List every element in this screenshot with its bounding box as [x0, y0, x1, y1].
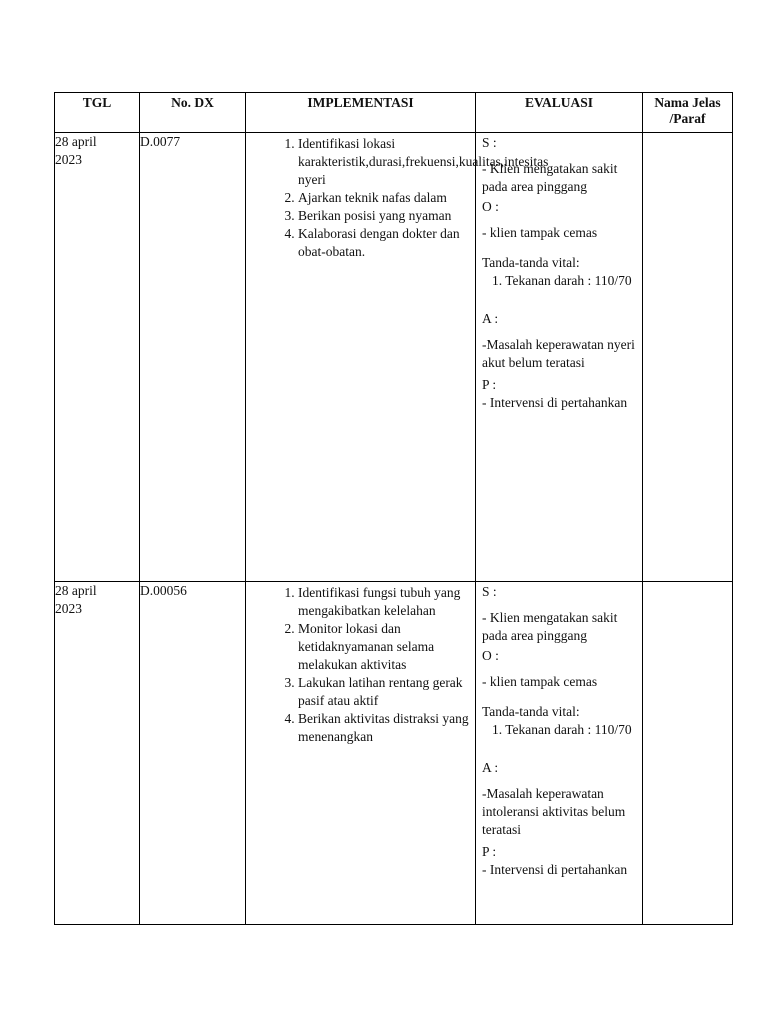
- eval-p-label: P :: [482, 377, 497, 392]
- eval-s-text: - Klien mengatakan sakit pada area pinggang: [482, 161, 618, 194]
- eval-a-label: A :: [482, 311, 499, 326]
- date-cell: [55, 133, 140, 582]
- header-no-dx: No. DX: [140, 93, 246, 133]
- header-tgl: TGL: [55, 93, 140, 133]
- eval-s-text: - Klien mengatakan sakit pada area pinggang: [482, 610, 618, 643]
- implementasi-item: 2. Monitor lokasi dan ketidaknyamanan selama melakukan aktivitas: [298, 620, 469, 674]
- implementasi-item: 1. Identifikasi fungsi tubuh yang mengakibatkan kelelahan: [298, 584, 469, 620]
- nursing-implementation-table: [54, 92, 733, 925]
- header-nama-line1: Nama Jelas: [654, 95, 721, 110]
- eval-o-label: O :: [482, 648, 499, 663]
- date-line1: 28 april: [55, 583, 97, 598]
- eval-a-text: -Masalah keperawatan intoleransi aktivitas belum teratasi: [482, 786, 626, 837]
- eval-p-text: - Intervensi di pertahankan: [482, 862, 628, 877]
- eval-p-label: P :: [482, 844, 497, 859]
- implementasi-item: 4. Kalaborasi dengan dokter dan obat-obatan.: [298, 225, 469, 261]
- implementasi-item: 1. Identifikasi lokasi karakteristik,durasi,frekuensi,kualitas,intesitas nyeri: [298, 135, 469, 189]
- implementasi-item: 3. Berikan posisi yang nyaman: [298, 207, 469, 225]
- eval-o-label: O :: [482, 199, 499, 214]
- eval-s-label: S :: [482, 584, 497, 599]
- eval-o-text: - klien tampak cemas: [482, 674, 598, 689]
- date-line2: 2023: [55, 152, 82, 167]
- date-cell: [55, 582, 140, 925]
- evaluasi-cell: [476, 582, 643, 925]
- eval-s-label: S :: [482, 135, 497, 150]
- header-nama-line2: /Paraf: [669, 111, 706, 126]
- eval-vital-item: 1. Tekanan darah : 110/70: [492, 273, 632, 288]
- diagnosis-code: D.00056: [140, 582, 246, 925]
- eval-vital-label: Tanda-tanda vital:: [482, 704, 580, 719]
- date-line1: 28 april: [55, 134, 97, 149]
- header-implementasi: IMPLEMENTASI: [246, 93, 476, 133]
- implementasi-list: [246, 584, 475, 746]
- implementasi-item: 4. Berikan aktivitas distraksi yang menenangkan: [298, 710, 469, 746]
- header-nama-paraf: [643, 93, 733, 133]
- eval-a-label: A :: [482, 760, 499, 775]
- eval-vital-label: Tanda-tanda vital:: [482, 255, 580, 270]
- eval-p-text: - Intervensi di pertahankan: [482, 395, 628, 410]
- eval-vital-item: 1. Tekanan darah : 110/70: [492, 722, 632, 737]
- nama-paraf-cell: [643, 582, 733, 925]
- date-line2: 2023: [55, 601, 82, 616]
- table-row: [55, 133, 733, 582]
- implementasi-item: 2. Ajarkan teknik nafas dalam: [298, 189, 469, 207]
- table-header-row: [55, 93, 733, 133]
- header-evaluasi: EVALUASI: [476, 93, 643, 133]
- eval-o-text: - klien tampak cemas: [482, 225, 598, 240]
- evaluasi-cell: [476, 133, 643, 582]
- diagnosis-code: D.0077: [140, 133, 246, 582]
- table-row: [55, 582, 733, 925]
- eval-a-text: -Masalah keperawatan nyeri akut belum teratasi: [482, 337, 635, 370]
- nama-paraf-cell: [643, 133, 733, 582]
- implementasi-cell: [246, 582, 476, 925]
- implementasi-item: 3. Lakukan latihan rentang gerak pasif atau aktif: [298, 674, 469, 710]
